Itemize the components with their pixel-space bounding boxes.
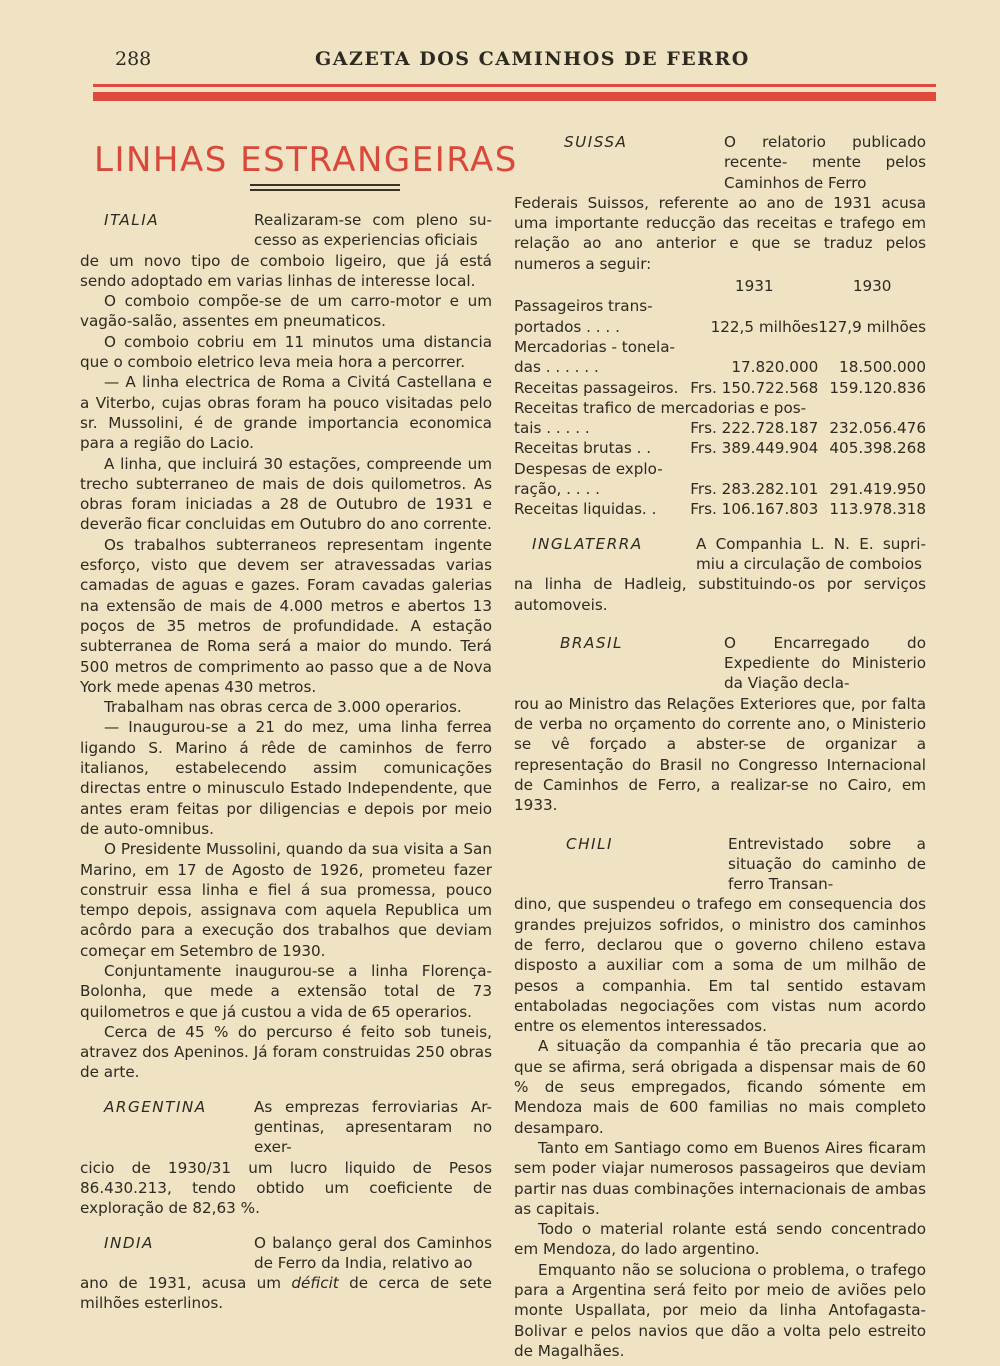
value-1930: 405.398.268 xyxy=(829,439,926,458)
suissa-heading: SUISSA xyxy=(564,133,628,151)
value-1930: 291.419.950 xyxy=(829,480,926,499)
chili-paragraph: Emquanto não se soluciona o problema, o trafego para a Argentina será feito por meio de aviões pelo monte Uspallata, por meio da linha Antofagasta-Bolivar e pelos navios que dão a volta pelo estreito de Magalhães. xyxy=(514,1260,926,1360)
chili-paragraph: dino, que suspendeu o trafego em consequencia dos grandes prejuizos sofridos, o ministro dos caminhos de ferro, declarou que o governo chileno estava disposto a auxiliar com a soma de um milhão de pesos a companhia. Em tal sentido estavam entaboladas negociações com vistas num acordo entre os elementos interessados. xyxy=(514,895,926,1036)
value-1930: 159.120.836 xyxy=(829,378,926,397)
table-row xyxy=(514,357,926,377)
left-column xyxy=(80,210,492,1314)
table-row xyxy=(514,317,926,337)
row-label: Receitas liquidas. . xyxy=(514,500,657,519)
italia-paragraph: de um novo tipo de comboio ligeiro, que já está sendo adoptado em varias linhas de interesse local. xyxy=(80,251,492,290)
suissa-stats-table xyxy=(514,276,926,520)
chili-paragraph: A situação da companhia é tão precaria que ao que se afirma, será obrigada a dispensar mais de 60 % de seus empregados, ficando sómente em Mendoza mais de 600 familias no mais completo desamparo. xyxy=(514,1037,926,1137)
table-row xyxy=(514,418,926,438)
italia-paragraph: — Inaugurou-se a 21 do mez, uma linha ferrea ligando S. Marino á rêde de caminhos de ferro italianos, estabelecendo assim comunicações directas entre o minusculo Estado Independente, que antes eram feitas por diligencias e depois por meio de auto-omnibus. xyxy=(80,718,492,838)
row-label: Passageiros trans- xyxy=(514,297,653,316)
table-row xyxy=(514,499,926,519)
brasil-paragraph: rou ao Ministro das Relações Exteriores que, por falta de verba no orçamento do corrente ano, o Ministerio se vê forçado a abster-se de organizar a representação do Brasil no Congresso Internacional de Caminhos de Ferro, a realizar-se no Cairo, em 1933. xyxy=(514,694,926,815)
row-label: Mercadorias - tonela- xyxy=(514,337,675,356)
suissa-section xyxy=(514,132,926,520)
table-row xyxy=(514,296,926,316)
brasil-heading: BRASIL xyxy=(560,633,623,652)
table-row xyxy=(514,479,926,499)
brasil-lead: O Encarregado do Expediente do Ministerio da Viação decla- xyxy=(724,633,926,693)
row-label: Despesas de explo- xyxy=(514,459,663,478)
india-heading: INDIA xyxy=(104,1233,154,1252)
row-label: Receitas passageiros. xyxy=(514,378,679,397)
suissa-paragraph: Federais Suissos, referente ao ano de 1931 acusa uma importante reducção das receitas e trafego em relação ao ano anterior e que se traduz pelos numeros a seguir: xyxy=(514,193,926,273)
chili-paragraph: Tanto em Santiago como em Buenos Aires ficaram sem poder viajar numerosos passageiros que deviam partir nas duas combinações internacionais de ambas as capitais. xyxy=(514,1138,926,1218)
india-section xyxy=(80,1233,492,1314)
row-label: Receitas brutas . . xyxy=(514,439,652,458)
chili-section xyxy=(514,834,926,1362)
right-column xyxy=(514,132,926,1361)
header-rule-thin xyxy=(93,84,936,87)
argentina-section xyxy=(80,1097,492,1219)
italia-paragraph: Conjuntamente inaugurou-se a linha Florença-Bolonha, que mede a extensão total de 73 quilometros e que já custou a vida de 65 operarios. xyxy=(80,961,492,1021)
value-1931: Frs. 283.282.101 xyxy=(690,480,819,499)
section-title: LINHAS ESTRANGEIRAS xyxy=(94,140,518,180)
column-header: 1931 xyxy=(734,277,774,296)
italia-section xyxy=(80,210,492,1083)
column-header: 1930 xyxy=(852,277,892,296)
italia-paragraph: — A linha electrica de Roma a Civitá Castellana e a Viterbo, cujas obras foram ha pouco visitadas pelo sr. Mussolini, é de grande importancia economica para a região do Lacio. xyxy=(80,373,492,453)
italia-paragraph: O comboio cobriu em 11 minutos uma distancia que o comboio eletrico leva meia hora a percorrer. xyxy=(80,332,492,372)
value-1931: Frs. 222.728.187 xyxy=(690,419,819,438)
table-header-row xyxy=(514,276,926,296)
india-paragraph: ano de 1931, acusa um déficit de cerca de sete milhões esterlinos. xyxy=(80,1274,492,1313)
table-row xyxy=(514,459,926,479)
value-1930: 113.978.318 xyxy=(829,500,926,519)
chili-heading: CHILI xyxy=(566,834,613,853)
india-lead: O balanço geral dos Caminhos de Ferro da India, relativo ao xyxy=(254,1233,492,1272)
value-1931: 122,5 milhões xyxy=(710,317,819,336)
inglaterra-section xyxy=(514,534,926,615)
italia-paragraph: A linha, que incluirá 30 estações, compreende um trecho subterraneo de mais de dois quilometros. As obras foram iniciadas a 28 de Outubro de 1931 e deverão ficar concluidas em Outubro do ano corrente. xyxy=(80,454,492,534)
value-1931: Frs. 150.722.568 xyxy=(690,378,819,397)
inglaterra-paragraph: na linha de Hadleig, substituindo-os por serviços automoveis. xyxy=(514,575,926,614)
table-row xyxy=(514,337,926,357)
journal-title: GAZETA DOS CAMINHOS DE FERRO xyxy=(315,48,750,70)
page-number: 288 xyxy=(115,48,152,70)
argentina-heading: ARGENTINA xyxy=(104,1097,207,1116)
italia-paragraph: O comboio compõe-se de um carro-motor e um vagão-salão, assentes em pneumaticos. xyxy=(80,292,492,331)
header-rule-thick xyxy=(93,92,936,101)
row-label-cont: portados . . . . xyxy=(514,317,620,336)
italia-paragraph: Cerca de 45 % do percurso é feito sob tuneis, atravez dos Apeninos. Já foram construidas 250 obras de arte. xyxy=(80,1022,492,1082)
row-label-cont: tais . . . . . xyxy=(514,419,590,438)
italia-heading: ITALIA xyxy=(104,211,160,229)
value-1930: 18.500.000 xyxy=(839,358,926,377)
row-label-cont: das . . . . . . xyxy=(514,358,599,377)
title-underline xyxy=(250,184,400,186)
italia-paragraph: Trabalham nas obras cerca de 3.000 operarios. xyxy=(104,698,462,717)
chili-lead: Entrevistado sobre a situação do caminho de ferro Transan- xyxy=(728,834,926,894)
inglaterra-heading: INGLATERRA xyxy=(532,534,643,553)
argentina-paragraph: cicio de 1930/31 um lucro liquido de Pesos 86.430.213, tendo obtido um coeficiente de exploração de 82,63 %. xyxy=(80,1158,492,1218)
argentina-lead: As emprezas ferroviarias Ar- gentinas, apresentaram no exer- xyxy=(254,1097,492,1157)
value-1930: 232.056.476 xyxy=(829,419,926,438)
italia-paragraph: Os trabalhos subterraneos representam ingente esforço, visto que devem ser atravessadas varias camadas de aguas e gazes. Foram cavadas galerias na extensão de mais de 4.000 metros e abertos 13 poços de 35 metros de profundidade. A estação subterranea de Roma será a maior do mundo. Terá 500 metros de comprimento ao passo que a de Nova York mede apenas 430 metros. xyxy=(80,535,492,696)
italia-paragraph: O Presidente Mussolini, quando da sua visita a San Marino, em 17 de Agosto de 1926, prometeu fazer construir essa linha e fiel á sua promessa, pouco tempo depois, assignava com aquela Republica um acôrdo para a execução dos trabalhos que deviam começar em Setembro de 1930. xyxy=(80,840,492,960)
value-1931: Frs. 389.449.904 xyxy=(690,439,819,458)
value-1931: 17.820.000 xyxy=(731,358,819,377)
value-1931: Frs. 106.167.803 xyxy=(690,500,819,519)
table-row xyxy=(514,398,926,418)
table-row xyxy=(514,438,926,458)
title-underline-double xyxy=(250,189,400,191)
inglaterra-lead: A Companhia L. N. E. supri- miu a circulação de comboios xyxy=(696,534,926,573)
row-label-cont: ração, . . . . xyxy=(514,480,600,499)
value-1930: 127,9 milhões xyxy=(818,317,926,336)
table-row xyxy=(514,378,926,398)
suissa-lead: O relatorio publicado recente- mente pelos Caminhos de Ferro xyxy=(724,133,926,192)
italia-lead: Realizaram-se com pleno su- cesso as experiencias oficiais xyxy=(254,211,492,250)
row-label: Receitas trafico de mercadorias e pos- xyxy=(514,398,807,417)
deficit-term: déficit xyxy=(291,1274,339,1293)
brasil-section xyxy=(514,633,926,816)
chili-paragraph: Todo o material rolante está sendo concentrado em Mendoza, do lado argentino. xyxy=(514,1220,926,1259)
